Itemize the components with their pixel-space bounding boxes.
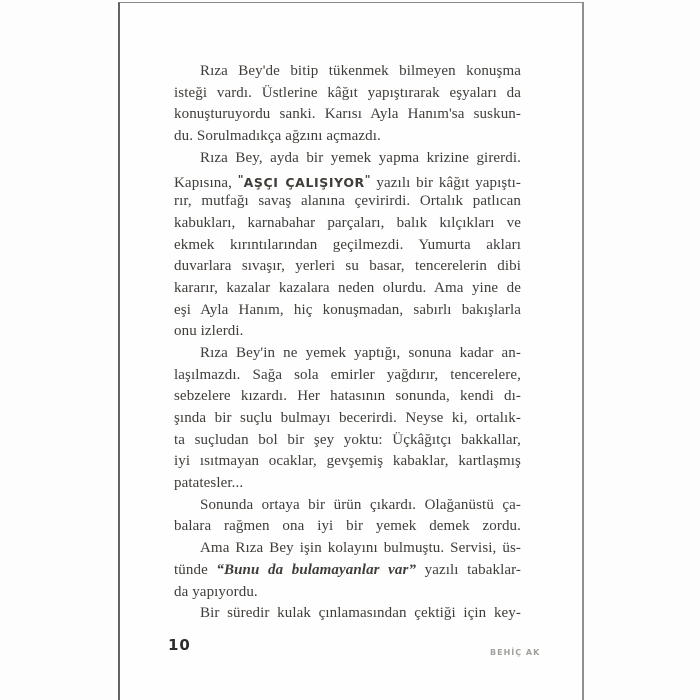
text-segment: sebzelere kızardı. Her hatasının sonunda, kendi dı- [174,388,521,405]
text-segment-bi: “Bunu da bulamayanlar var” [216,561,417,578]
text-segment: Ama Rıza Bey işin kolayını bulmuştu. Servisi, üs- [200,540,521,557]
text-line [174,495,521,517]
text-line [174,321,521,343]
text-line [174,300,521,322]
text-segment: Rıza Bey'in ne yemek yaptığı, sonuna kadar an- [200,344,521,361]
text-line [174,582,521,604]
text-line [174,603,521,625]
text-segment: Rıza Bey, ayda bir yemek yapma krizine girerdi. [200,149,521,166]
text-segment: Rıza Bey'de bitip tükenmek bilmeyen konuşma [200,63,521,79]
text-line [174,516,521,538]
text-line [174,83,521,105]
text-segment: konuşturuyordu sanki. Karısı Ayla Hanım'sa suskun- [174,106,521,123]
text-line [174,451,521,473]
text-segment: Sonunda ortaya bir ürün çıkardı. Olağanüstü ça- [200,496,521,513]
text-segment: du. Sorulmadıkça ağzını açmazdı. [174,128,381,145]
text-line [174,343,521,365]
book-page [118,2,584,700]
text-segment: laşılmazdı. Sağa sola emirler yağdırır, tencerelere, [174,366,521,383]
text-line [174,278,521,300]
text-line [174,213,521,235]
text-segment: patatesler... [174,475,244,492]
text-line [174,256,521,278]
text-segment: isteği vardı. Üstlerine kâğıt yapıştırarak eşyaları da [174,84,521,101]
text-segment: eşi Ayla Hanım, hiç konuşmadan, sabırlı bakışlarla [174,301,521,318]
text-line [174,169,521,191]
page-number: 10 [168,636,191,654]
text-line [174,560,521,582]
text-line [174,365,521,387]
text-segment: iyi ısıtmayan ocaklar, gevşemiş kabaklar, kartlaşmış [174,453,521,470]
text-segment: şında bir suçlu bulmayı becerirdi. Neyse ki, ortalık- [174,410,521,426]
text-line [174,61,521,83]
text-line [174,538,521,560]
text-segment: rır, mutfağı savaş alanına çevirirdi. Ortalık patlıcan [174,193,521,210]
text-line [174,386,521,408]
text-line [174,430,521,452]
text-line [174,148,521,170]
text-segment: balara rağmen ona iyi bir yemek demek zordu. [174,518,521,535]
text-line [174,126,521,148]
text-segment: tünde [174,561,217,578]
text-segment: kabukları, karnabahar parçaları, balık kılçıkları ve [174,214,521,231]
text-segment: yazılı tabaklar- [416,561,521,578]
text-segment-hq: " [237,173,244,187]
text-segment: Bir süredir kulak çınlamasından çektiği için key- [200,605,521,622]
text-segment-hq: " [364,173,371,187]
text-line [174,473,521,495]
text-segment: duvarlara sıvaşır, yerleri su basar, tencerelerin dibi [174,258,521,275]
page-text [174,61,521,625]
text-line [174,235,521,257]
text-segment: da yapıyordu. [174,583,258,600]
text-segment: onu izlerdi. [174,323,244,340]
text-segment: yazılı bir kâğıt yapıştı- [370,175,521,192]
text-segment: kararır, kazalar kazalara neden olurdu. Ama yine de [174,279,521,296]
text-line [174,191,521,213]
text-segment: ta suçludan bol bir şey yoktu: Üçkâğıtçı bakkallar, [174,431,521,448]
text-segment: ekmek kırıntılarından geçilmezdi. Yumurta akları [174,236,521,253]
text-segment-h: AŞÇI ÇALIŞIYOR [243,175,365,191]
running-footer-author: BEHİÇ AK [490,648,541,657]
text-segment: Kapısına, [174,175,238,192]
text-line [174,104,521,126]
text-line [174,408,521,430]
